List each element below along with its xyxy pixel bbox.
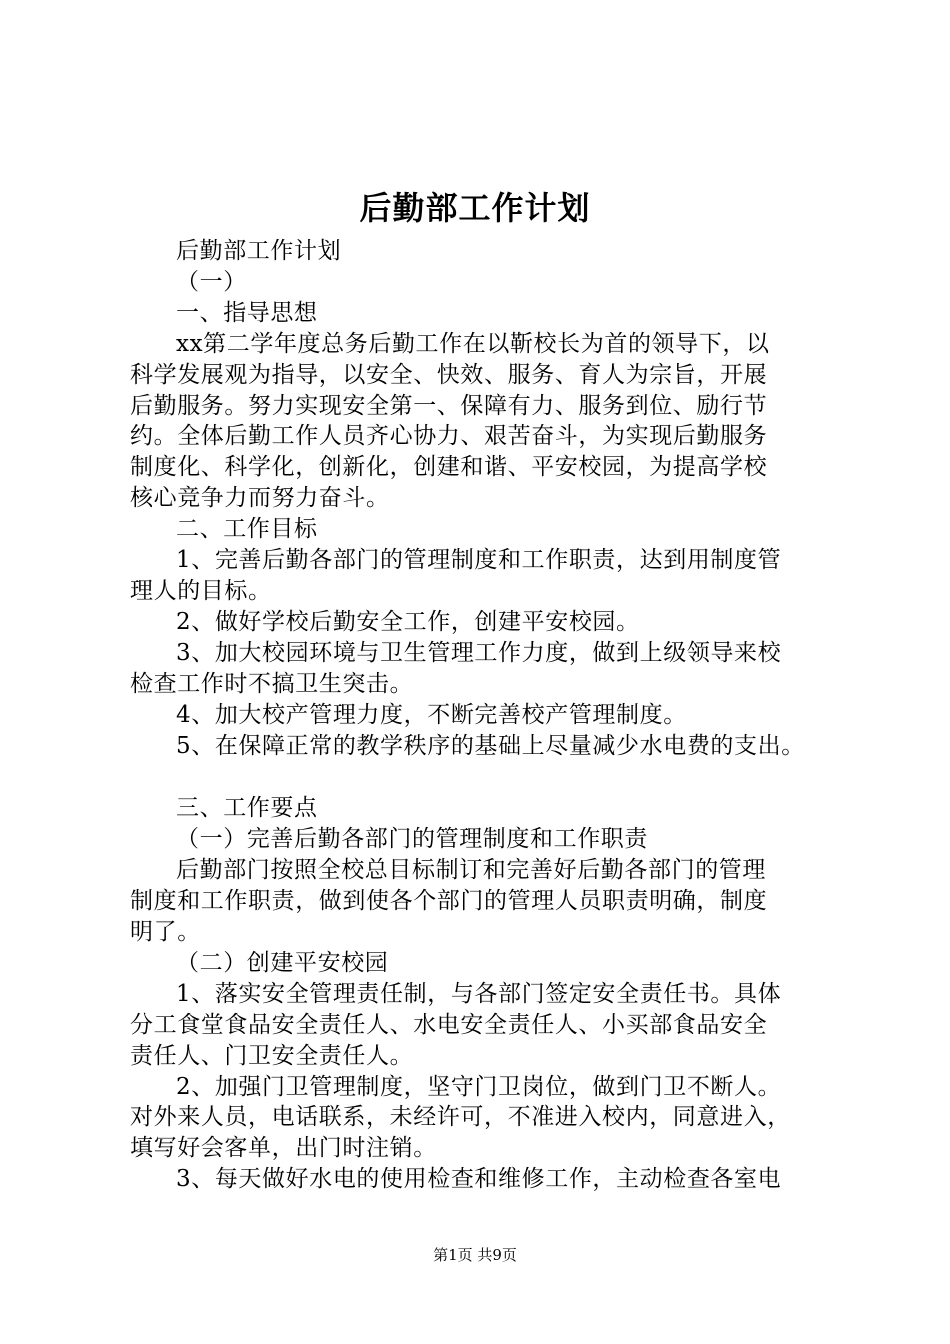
text-line: （一） [176,268,247,295]
text-line: 2、做好学校后勤安全工作，创建平安校园。 [176,608,640,635]
text-line: 明了。 [130,919,201,946]
text-line: 核心竞争力而努力奋斗。 [130,485,390,512]
text-line: 4、加大校产管理力度，不断完善校产管理制度。 [176,701,687,728]
text-line: （一）完善后勤各部门的管理制度和工作职责 [176,826,648,853]
text-line: （二）创建平安校园 [176,949,389,976]
text-line: 一、指导思想 [176,299,318,326]
text-line: 约。全体后勤工作人员齐心协力、艰苦奋斗，为实现后勤服务 [130,423,768,450]
text-line: 2、加强门卫管理制度，坚守门卫岗位，做到门卫不断人。 [176,1073,782,1100]
document-body [130,236,830,1195]
document-title: 后勤部工作计划 [359,189,591,227]
text-line: 填写好会客单，出门时注销。 [130,1135,437,1162]
text-line: 二、工作目标 [176,516,318,543]
text-line: 后勤服务。努力实现安全第一、保障有力、服务到位、励行节 [130,392,768,419]
text-line: xx第二学年度总务后勤工作在以靳校长为首的领导下，以 [176,330,770,357]
text-line: 三、工作要点 [176,795,318,822]
text-line: 制度化、科学化，创新化，创建和谐、平安校园，为提高学校 [130,454,768,481]
text-line: 1、落实安全管理责任制，与各部门签定安全责任书。具体 [176,980,782,1007]
text-line: 检查工作时不搞卫生突击。 [130,670,414,697]
text-line: 分工食堂食品安全责任人、水电安全责任人、小买部食品安全 [130,1011,768,1038]
text-line: 3、每天做好水电的使用检查和维修工作，主动检查各室电 [176,1166,782,1193]
text-line: 后勤部门按照全校总目标制订和完善好后勤各部门的管理 [176,857,766,884]
text-line: 5、在保障正常的教学秩序的基础上尽量减少水电费的支出。 [176,732,805,759]
text-line: 科学发展观为指导，以安全、快效、服务、育人为宗旨，开展 [130,361,768,388]
page-footer: 第1页 共9页 [433,1246,517,1264]
text-line: 后勤部工作计划 [176,238,342,264]
text-line: 3、加大校园环境与卫生管理工作力度，做到上级领导来校 [176,639,782,666]
text-line: 制度和工作职责，做到使各个部门的管理人员职责明确，制度 [130,888,768,915]
text-line: 1、完善后勤各部门的管理制度和工作职责，达到用制度管 [176,547,782,574]
text-line: 责任人、门卫安全责任人。 [130,1042,414,1069]
text-line: 对外来人员，电话联系，未经许可，不准进入校内，同意进入， [130,1104,791,1131]
text-line: 理人的目标。 [130,577,272,604]
paragraph-gap [130,761,830,793]
